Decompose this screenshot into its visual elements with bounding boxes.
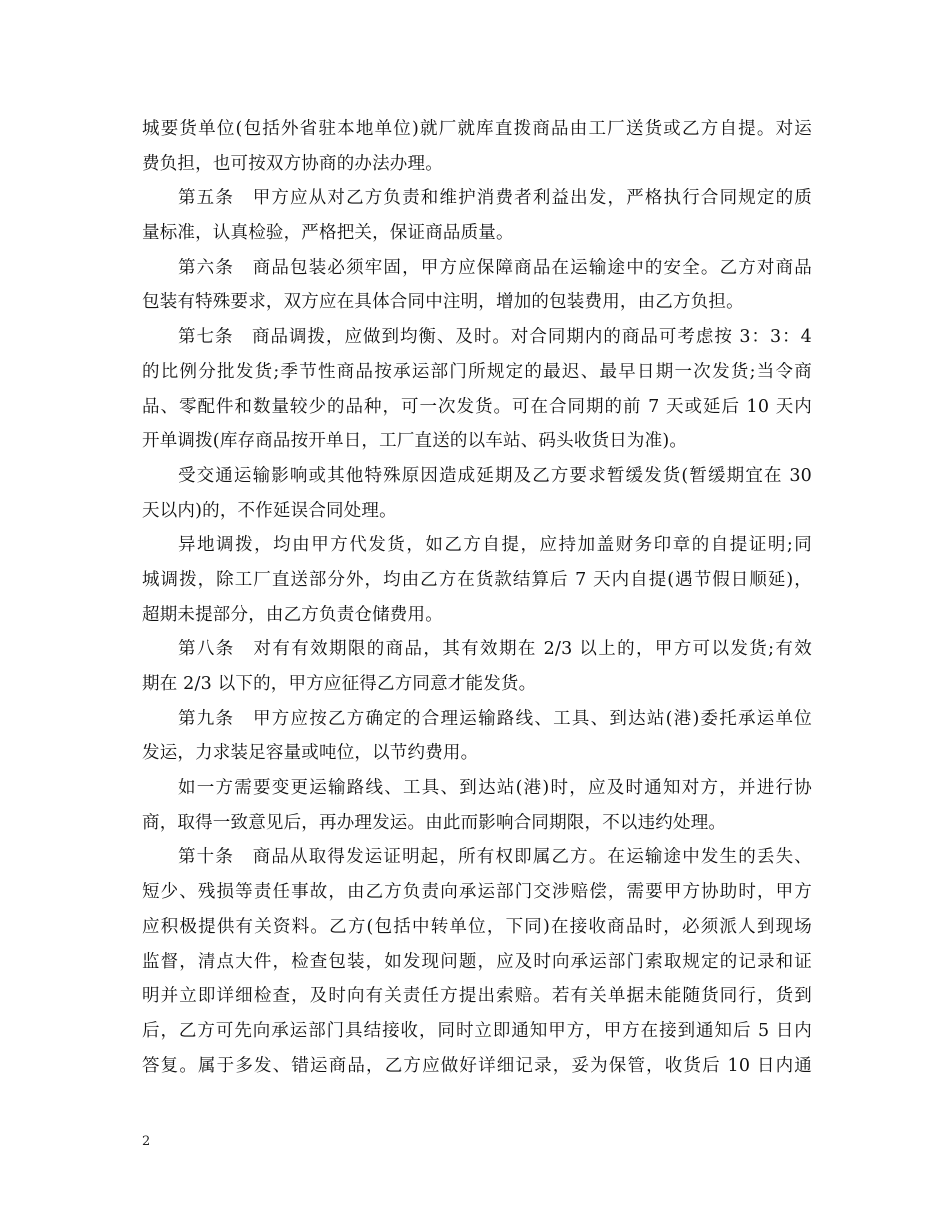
text-line: 的比例分批发货;季节性商品按承运部门所规定的最迟、最早日期一次发货;当令商: [142, 361, 812, 382]
text-line: 费负担，也可按双方协商的办法办理。: [142, 153, 443, 174]
text-line: 异地调拨，均由甲方代发货，如乙方自提，应持加盖财务印章的自提证明;同: [178, 535, 812, 556]
text-line: 后，乙方可先向承运部门具结接收，同时立即通知甲方，甲方在接到通知后 5 日内: [142, 1020, 812, 1041]
text-line: 第六条 商品包装必须牢固，甲方应保障商品在运输途中的安全。乙方对商品: [178, 257, 812, 278]
text-line: 超期未提部分，由乙方负责仓储费用。: [142, 604, 443, 625]
document-body: [142, 112, 812, 1083]
text-line: 开单调拨(库存商品按开单日，工厂直送的以车站、码头收货日为准)。: [142, 431, 688, 452]
text-line: 第九条 甲方应按乙方确定的合理运输路线、工具、到达站(港)委托承运单位: [178, 708, 812, 729]
text-line: 监督，清点大件，检查包装，如发现问题，应及时向承运部门索取规定的记录和证: [142, 951, 812, 972]
text-line: 商，取得一致意见后，再办理发运。由此而影响合同期限，不以违约处理。: [142, 812, 727, 833]
text-line: 品、零配件和数量较少的品种，可一次发货。可在合同期的前 7 天或延后 10 天内: [142, 396, 812, 417]
text-line: 期在 2/3 以下的，甲方应征得乙方同意才能发货。: [142, 674, 537, 694]
text-line: 第八条 对有有效期限的商品，其有效期在 2/3 以上的，甲方可以发货;有效: [178, 639, 812, 660]
text-line: 第十条 商品从取得发运证明起，所有权即属乙方。在运输途中发生的丢失、: [178, 847, 812, 868]
text-line: 短少、残损等责任事故，由乙方负责向承运部门交涉赔偿，需要甲方协助时，甲方: [142, 882, 812, 903]
text-line: 应积极提供有关资料。乙方(包括中转单位，下同)在接收商品时，必须派人到现场: [142, 916, 812, 937]
text-line: 量标准，认真检验，严格把关，保证商品质量。: [142, 223, 514, 244]
text-line: 明并立即详细检查，及时向有关责任方提出索赔。若有关单据未能随货同行，货到: [142, 986, 812, 1007]
text-line: 发运，力求装足容量或吨位，以节约费用。: [142, 743, 479, 764]
text-line: 答复。属于多发、错运商品，乙方应做好详细记录，妥为保管，收货后 10 日内通: [142, 1055, 812, 1076]
text-line: 第五条 甲方应从对乙方负责和维护消费者利益出发，严格执行合同规定的质: [178, 188, 812, 209]
text-line: 包装有特殊要求，双方应在具体合同中注明，增加的包装费用，由乙方负担。: [142, 292, 744, 313]
text-line: 城调拨，除工厂直送部分外，均由乙方在货款结算后 7 天内自提(遇节假日顺延)，: [142, 569, 812, 590]
text-line: 第七条 商品调拨，应做到均衡、及时。对合同期内的商品可考虑按 3：3：4: [178, 327, 812, 348]
text-line: 如一方需要变更运输路线、工具、到达站(港)时，应及时通知对方，并进行协: [178, 778, 812, 799]
page-number: 2: [142, 1134, 151, 1149]
text-line: 城要货单位(包括外省驻本地单位)就厂就库直拨商品由工厂送货或乙方自提。对运: [142, 119, 812, 139]
text-line: 受交通运输影响或其他特殊原因造成延期及乙方要求暂缓发货(暂缓期宜在 30: [178, 465, 812, 486]
text-line: 天以内)的，不作延误合同处理。: [142, 500, 397, 521]
